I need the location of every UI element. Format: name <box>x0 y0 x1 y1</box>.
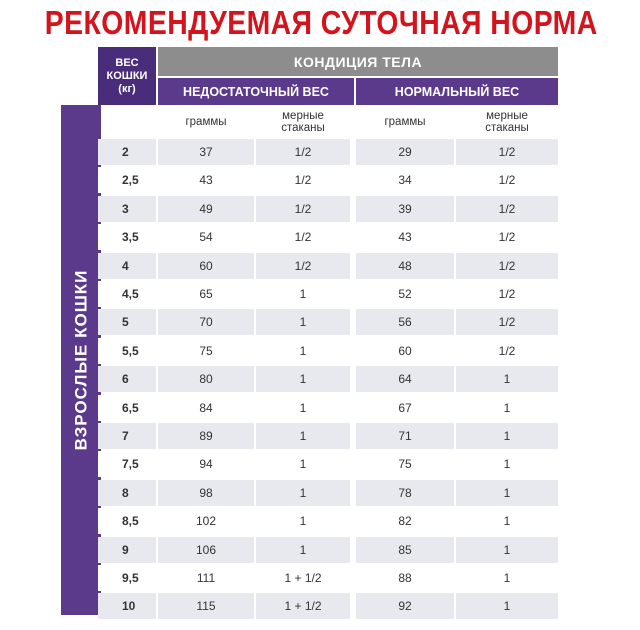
normal-cups-cell: 1/2 <box>498 315 516 330</box>
under-grams-cell: 75 <box>199 343 213 358</box>
normal-grams-cell: 82 <box>398 514 412 529</box>
under-cups-cell: 1 <box>299 287 307 301</box>
normal-cups-cell: 1/2 <box>498 173 516 188</box>
weight-cell: 4 <box>122 258 129 273</box>
under-grams-cell: 54 <box>199 230 213 245</box>
side-band <box>61 105 101 615</box>
table-row <box>98 281 558 307</box>
table-row <box>98 565 558 591</box>
normal-grams-cell: 71 <box>398 429 412 443</box>
page-title: РЕКОМЕНДУЕМАЯ СУТОЧНАЯ НОРМА <box>44 4 598 41</box>
under-grams-cell: 80 <box>199 372 213 387</box>
normal-grams-cell: 85 <box>398 542 412 557</box>
weight-cell: 9,5 <box>122 571 139 585</box>
body-condition-header: КОНДИЦИЯ ТЕЛА <box>158 47 558 76</box>
normal-grams-cell: 64 <box>398 372 412 387</box>
normal-cups-cell: 1 <box>503 400 511 415</box>
table-row <box>98 366 558 392</box>
normal-cups-cell: 1/2 <box>498 287 516 301</box>
weight-cell: 3,5 <box>122 230 139 245</box>
normal-cups-cell: 1 <box>503 571 511 585</box>
weight-header-line3: (кг) <box>118 82 136 95</box>
weight-cell: 2 <box>122 145 129 159</box>
under-grams-cell: 60 <box>199 258 213 273</box>
side-label: ВЗРОСЛЫЕ КОШКИ <box>71 269 90 451</box>
normal-grams-cell: 48 <box>398 258 412 273</box>
under-cups-cell: 1 + 1/2 <box>284 571 322 585</box>
cups-header-line2: стаканы <box>485 122 529 134</box>
normal-grams-cell: 56 <box>398 315 412 330</box>
weight-cell: 3 <box>122 201 129 216</box>
weight-cell: 7 <box>122 429 129 443</box>
under-grams-cell: 84 <box>199 400 213 415</box>
table-row <box>98 423 558 449</box>
normal-grams-cell: 75 <box>398 457 412 472</box>
weight-header-line1: ВЕС <box>115 56 139 69</box>
normal-grams-cell: 43 <box>398 230 412 245</box>
under-grams-cell: 70 <box>199 315 213 330</box>
table-row <box>98 196 558 222</box>
weight-cell: 6 <box>122 372 129 387</box>
under-cups-cell: 1 <box>299 429 307 443</box>
under-grams-cell: 37 <box>199 145 213 159</box>
normal-cups-cell: 1 <box>503 372 511 387</box>
under-cups-header <box>256 106 350 138</box>
cups-header-line1: мерные <box>282 110 324 122</box>
under-cups-cell: 1/2 <box>294 230 312 245</box>
weight-cell: 9 <box>122 542 129 557</box>
under-cups-cell: 1 <box>299 343 307 358</box>
normal-cups-cell: 1/2 <box>498 258 516 273</box>
under-grams-cell: 49 <box>199 201 213 216</box>
table-row <box>98 480 558 506</box>
under-grams-cell: 106 <box>195 542 217 557</box>
normal-cups-cell: 1 <box>503 542 511 557</box>
under-cups-cell: 1 <box>299 542 307 557</box>
normal-cups-cell: 1/2 <box>498 343 516 358</box>
table-row <box>98 508 558 534</box>
normal-cups-cell: 1 <box>503 599 511 614</box>
weight-cell: 5,5 <box>122 343 139 358</box>
weight-cell: 5 <box>122 315 129 330</box>
cups-header-line1: мерные <box>486 110 528 122</box>
under-grams-cell: 43 <box>199 173 213 188</box>
under-grams-cell: 89 <box>199 429 213 443</box>
normal-grams-cell: 52 <box>398 287 412 301</box>
normal-cups-cell: 1 <box>503 514 511 529</box>
under-grams-cell: 115 <box>196 599 216 614</box>
weight-column-header <box>98 47 156 105</box>
under-grams-cell: 111 <box>196 571 216 585</box>
under-grams-cell: 102 <box>195 514 217 529</box>
column-subheaders <box>98 106 558 138</box>
table-row <box>98 338 558 364</box>
normal-grams-cell: 60 <box>398 343 412 358</box>
weight-header-line2: КОШКИ <box>106 69 148 82</box>
table-row <box>98 593 558 619</box>
under-cups-cell: 1/2 <box>294 145 312 159</box>
normal-weight-header: НОРМАЛЬНЫЙ ВЕС <box>356 78 558 105</box>
normal-grams-cell: 34 <box>398 173 412 188</box>
normal-cups-cell: 1 <box>503 457 511 472</box>
table-row <box>98 537 558 563</box>
normal-grams-cell: 92 <box>398 599 412 614</box>
table-row <box>98 451 558 477</box>
weight-cell: 10 <box>122 599 136 614</box>
normal-grams-cell: 39 <box>398 201 412 216</box>
weight-cell: 6,5 <box>122 400 139 415</box>
table-row <box>98 139 558 165</box>
table-row <box>98 395 558 421</box>
weight-cell: 8 <box>122 485 129 500</box>
under-cups-cell: 1/2 <box>294 173 312 188</box>
weight-cell: 4,5 <box>122 287 139 301</box>
cups-header-line2: стаканы <box>281 122 325 134</box>
table-row <box>98 309 558 335</box>
normal-grams-cell: 29 <box>398 145 412 159</box>
under-cups-cell: 1/2 <box>294 201 312 216</box>
normal-cups-cell: 1/2 <box>498 201 516 216</box>
under-cups-cell: 1 <box>299 400 307 415</box>
weight-cell: 8,5 <box>122 514 139 529</box>
under-grams-cell: 98 <box>199 485 213 500</box>
underweight-header: НЕДОСТАТОЧНЫЙ ВЕС <box>158 78 354 105</box>
normal-cups-cell: 1 <box>503 429 511 443</box>
under-cups-cell: 1 + 1/2 <box>284 599 322 614</box>
normal-grams-cell: 78 <box>398 485 412 500</box>
normal-grams-header: граммы <box>384 116 426 128</box>
under-grams-cell: 65 <box>199 287 213 301</box>
weight-cell: 2,5 <box>122 173 139 188</box>
under-cups-cell: 1 <box>299 372 307 387</box>
under-cups-cell: 1 <box>299 514 307 529</box>
normal-grams-cell: 88 <box>398 571 412 585</box>
under-cups-cell: 1 <box>299 315 307 330</box>
under-grams-cell: 94 <box>199 457 213 472</box>
normal-cups-cell: 1/2 <box>498 230 516 245</box>
normal-grams-cell: 67 <box>398 400 412 415</box>
under-cups-cell: 1/2 <box>294 258 312 273</box>
under-grams-header: граммы <box>185 116 227 128</box>
normal-cups-header <box>456 106 558 138</box>
table-row <box>98 167 558 193</box>
under-cups-cell: 1 <box>299 457 307 472</box>
table-row <box>98 253 558 279</box>
weight-cell: 7,5 <box>122 457 139 472</box>
normal-cups-cell: 1/2 <box>498 145 516 159</box>
table-row <box>98 224 558 250</box>
under-cups-cell: 1 <box>299 485 307 500</box>
normal-cups-cell: 1 <box>503 485 511 500</box>
